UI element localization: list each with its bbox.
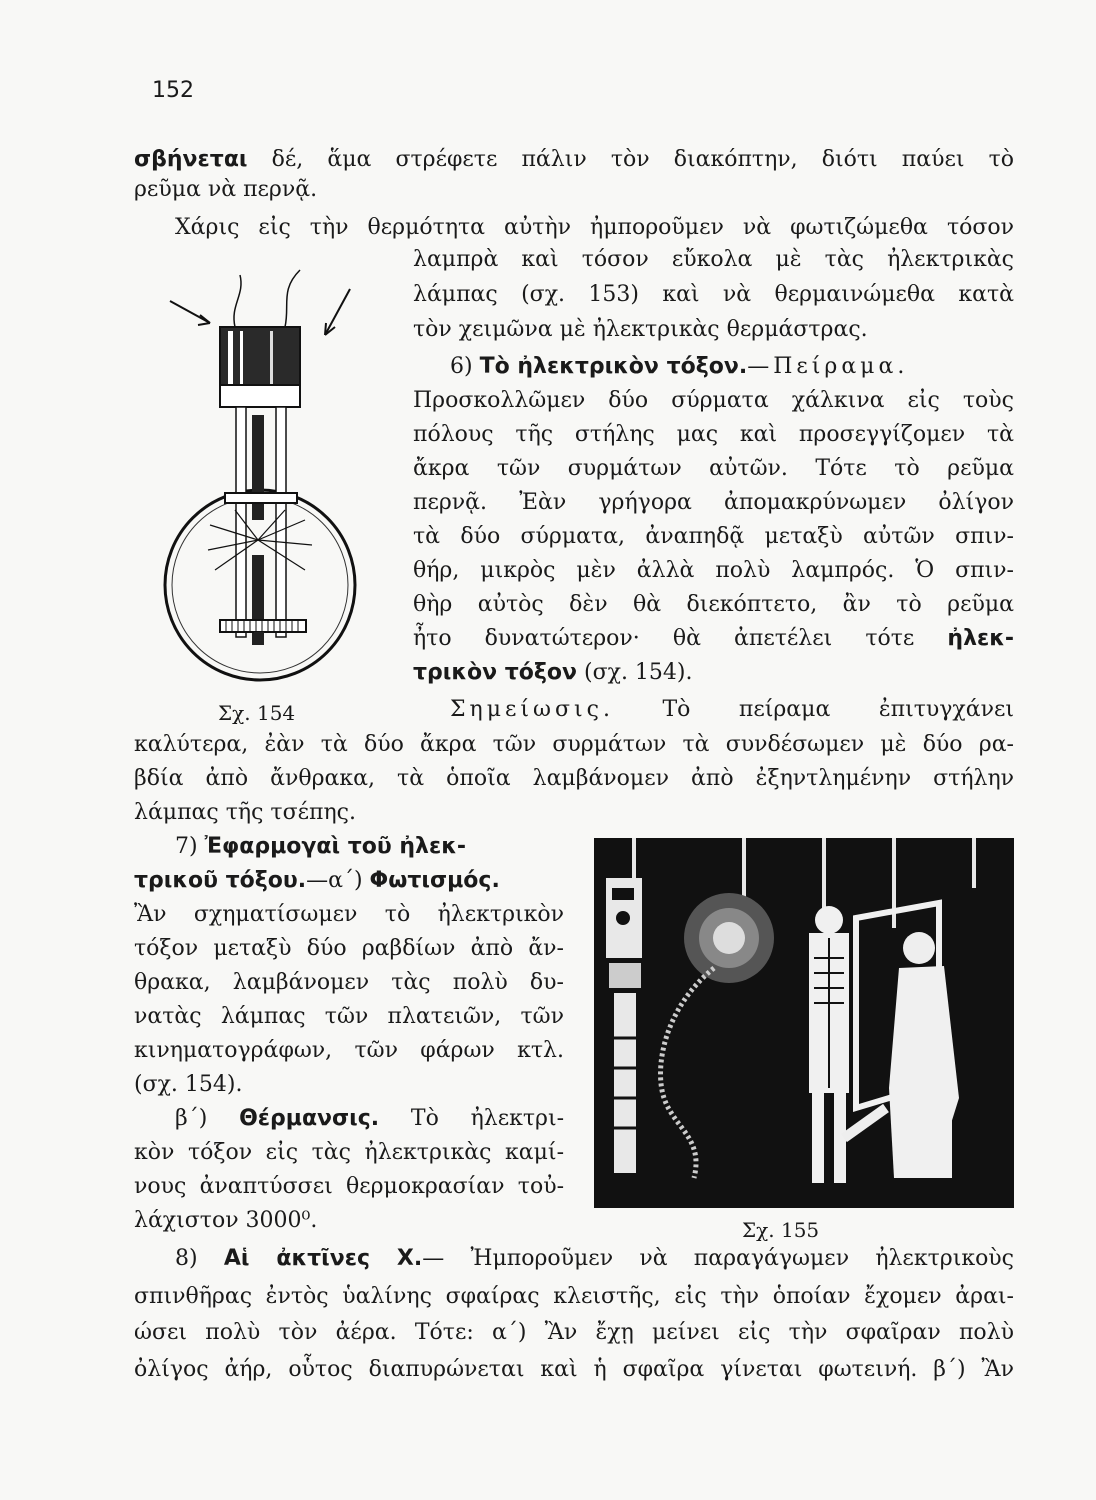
text-line: πόλους τῆς στήλης μας καὶ προσεγγίζομεν τὰ <box>413 422 1014 447</box>
figure-155-caption: Σχ. 155 <box>742 1218 820 1242</box>
text-span: 6) <box>450 354 480 379</box>
text-line: λάμπας (σχ. 153) καὶ νὰ θερμαινώμεθα κατὰ <box>413 282 1014 307</box>
text-line <box>413 658 693 688</box>
text-line: σπινθῆρας ἐντὸς ὑαλίνης σφαίρας κλειστῆς, εἰς τὴν ὁποίαν ἔχομεν ἀραι- <box>134 1284 1014 1309</box>
text-line: τὰ δύο σύρματα, ἀναπηδᾷ μεταξὺ αὐτῶν σπιν- <box>413 524 1014 549</box>
text-line <box>175 1104 564 1134</box>
figure-155-arc-light-scene <box>594 838 1014 1208</box>
spaced-term: —Πείραμα. <box>747 354 909 379</box>
text-line: θρακα, λαμβάνομεν τὰς πολὺ δυ- <box>134 970 564 995</box>
section-heading-7 <box>175 832 466 862</box>
bold-term: Ἐφαρμογαὶ τοῦ ἠλεκ- <box>204 834 466 859</box>
text-line: περνᾷ. Ἐὰν γρήγορα ἀπομακρύνωμεν ὀλίγον <box>413 490 1014 515</box>
text-line: Χάρις εἰς τὴν θερμότητα αὐτὴν ἠμποροῦμεν νὰ φωτιζώμεθα τόσον <box>175 215 1014 240</box>
figure-154-lamp <box>140 265 390 705</box>
text-line: (σχ. 154). <box>134 1072 243 1097</box>
text-line: νους ἀναπτύσσει θερμοκρασίαν τοὐ- <box>134 1174 564 1199</box>
text-line: ρεῦμα νὰ περνᾷ. <box>134 177 318 202</box>
text-span: (σχ. 154). <box>577 660 693 685</box>
text-line <box>413 624 1014 654</box>
bold-term: τρικοῦ τόξου. <box>134 868 307 893</box>
text-span: 8) <box>175 1246 224 1271</box>
text-span: Τὸ ἠλεκτρι- <box>379 1106 565 1131</box>
text-span: δέ, ἅμα στρέφετε πάλιν τὸν διακόπτην, διότι παύει τὸ <box>247 147 1014 172</box>
figure-154-caption: Σχ. 154 <box>218 701 296 725</box>
bold-term: Θέρμανσις. <box>239 1106 380 1131</box>
text-line <box>134 866 500 896</box>
text-line: λάμπας τῆς τσέπης. <box>134 800 356 825</box>
text-span: 7) <box>175 834 205 859</box>
spaced-term: Σημείωσις. <box>450 697 614 722</box>
section-heading-8 <box>175 1244 1014 1274</box>
text-line: τὸν χειμῶνα μὲ ἠλεκτρικὰς θερμάστρας. <box>413 317 868 342</box>
text-span: ἦτο δυνατώτερον· θὰ ἀπετέλει τότε <box>413 626 948 651</box>
text-line: βδία ἀπὸ ἄνθρακα, τὰ ὁποῖα λαμβάνομεν ἀπὸ ἐξηντλημένην στήλην <box>134 766 1014 791</box>
bold-term: σβήνεται <box>134 147 248 172</box>
text-line: λαμπρὰ καὶ τόσον εὔκολα μὲ τὰς ἠλεκτρικὰς <box>413 247 1014 272</box>
text-line: θὴρ αὐτὸς δὲν θὰ διεκόπτετο, ἂν τὸ ρεῦμα <box>413 592 1014 617</box>
bold-term: Τὸ ἠλεκτρικὸν τόξον. <box>479 354 748 379</box>
text-line: λάχιστον 3000⁰. <box>134 1208 318 1233</box>
text-line: κὸν τόξον εἰς τὰς ἠλεκτρικὰς καμί- <box>134 1140 564 1165</box>
text-span: β΄) <box>175 1106 240 1131</box>
section-heading-6 <box>450 352 908 382</box>
bold-term: τρικὸν τόξον <box>413 660 578 685</box>
text-line: καλύτερα, ἐὰν τὰ δύο ἄκρα τῶν συρμάτων τὰ συνδέσωμεν μὲ δύο ρα- <box>134 732 1014 757</box>
page-number: 152 <box>152 78 194 103</box>
text-line: ώσει πολὺ τὸν ἀέρα. Τότε: α΄) Ἂν ἔχῃ μείνει εἰς τὴν σφαῖραν πολὺ <box>134 1320 1014 1345</box>
text-span: — Ἠμποροῦμεν νὰ παραγάγωμεν ἠλεκτρικοὺς <box>422 1246 1015 1271</box>
text-span: Τὸ πείραμα ἐπιτυγχάνει <box>613 697 1014 722</box>
bold-term: Φωτισμός. <box>369 868 500 893</box>
bold-term: ἠλεκ- <box>947 626 1014 651</box>
bold-term: Αἱ ἀκτῖνες Χ. <box>223 1246 423 1271</box>
text-line: ἄκρα τῶν συρμάτων αὐτῶν. Τότε τὸ ρεῦμα <box>413 456 1014 481</box>
text-line: νατὰς λάμπας τῶν πλατειῶν, τῶν <box>134 1004 564 1029</box>
text-span: —α΄) <box>306 868 370 893</box>
text-line: Προσκολλῶμεν δύο σύρματα χάλκινα εἰς τοὺς <box>413 388 1014 413</box>
text-line <box>134 145 1014 175</box>
text-line: Ἂν σχηματίσωμεν τὸ ἠλεκτρικὸν <box>134 902 564 927</box>
text-line <box>450 695 1014 725</box>
text-line: τόξον μεταξὺ δύο ραβδίων ἀπὸ ἄν- <box>134 936 564 961</box>
text-line: κινηματογράφων, τῶν φάρων κτλ. <box>134 1038 564 1063</box>
text-line: θήρ, μικρὸς μὲν ἀλλὰ πολὺ λαμπρός. Ὁ σπιν- <box>413 558 1014 583</box>
text-line: ὀλίγος ἀήρ, οὗτος διαπυρώνεται καὶ ἡ σφαῖρα γίνεται φωτεινή. β΄) Ἂν <box>134 1357 1014 1382</box>
